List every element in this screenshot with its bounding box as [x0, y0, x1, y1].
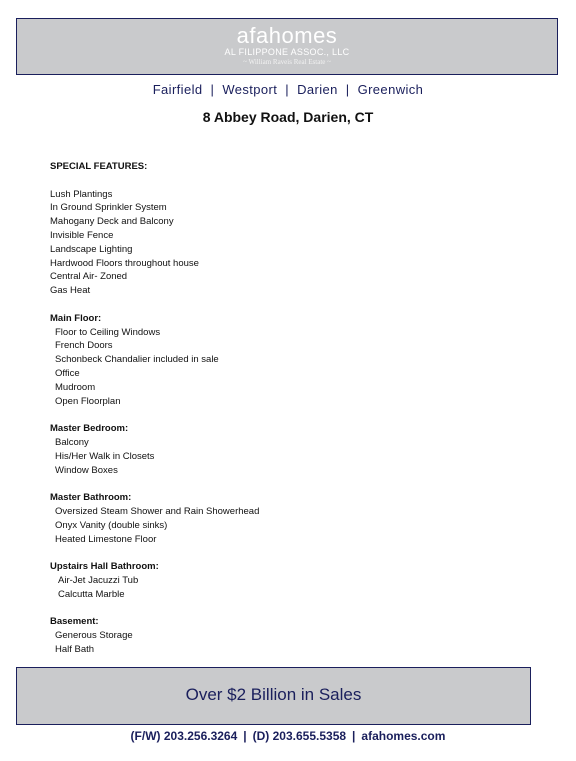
separator: | — [243, 729, 247, 743]
logo-text-homes: homes — [268, 23, 338, 48]
office-locations — [0, 82, 576, 97]
basement-heading: Basement: — [50, 616, 99, 628]
list-item: In Ground Sprinkler System — [50, 202, 167, 214]
list-item: French Doors — [55, 340, 113, 352]
website-link[interactable]: afahomes.com — [361, 729, 446, 743]
location-westport: Westport — [222, 82, 278, 97]
features-list — [50, 160, 530, 657]
list-item: Lush Plantings — [50, 188, 113, 200]
list-item: Mahogany Deck and Balcony — [50, 216, 174, 228]
location-fairfield: Fairfield — [152, 82, 203, 97]
list-item: Hardwood Floors throughout house — [50, 257, 199, 269]
phone-fairfield-westport: (F/W) 203.256.3264 — [130, 729, 238, 743]
upstairs-hall-bathroom-heading: Upstairs Hall Bathroom: — [50, 561, 159, 573]
list-item: Open Floorplan — [55, 395, 121, 407]
phone-darien: (D) 203.655.5358 — [252, 729, 347, 743]
logo-subtitle: AL FILIPPONE ASSOC., LLC — [224, 47, 350, 57]
contact-line — [0, 729, 576, 743]
logo-tagline: ~ William Raveis Real Estate ~ — [243, 58, 331, 66]
list-item: Office — [55, 367, 80, 379]
special-features-heading: SPECIAL FEATURES: — [50, 161, 148, 172]
list-item: Oversized Steam Shower and Rain Showerhead — [55, 505, 260, 517]
logo-text-afa: afa — [236, 23, 269, 48]
master-bedroom-heading: Master Bedroom: — [50, 423, 129, 435]
separator: | — [352, 729, 356, 743]
list-item: Generous Storage — [55, 630, 133, 642]
location-greenwich: Greenwich — [357, 82, 424, 97]
location-darien: Darien — [297, 82, 338, 97]
list-item: Air-Jet Jacuzzi Tub — [58, 574, 139, 586]
header-logo-banner — [16, 18, 558, 75]
company-logo — [17, 24, 557, 48]
list-item: Central Air- Zoned — [50, 271, 128, 283]
list-item: Balcony — [55, 436, 89, 448]
list-item: His/Her Walk in Closets — [55, 450, 155, 462]
separator: | — [285, 82, 290, 97]
separator: | — [210, 82, 215, 97]
list-item: Invisible Fence — [50, 229, 114, 241]
list-item: Onyx Vanity (double sinks) — [55, 519, 168, 531]
list-item: Landscape Lighting — [50, 243, 133, 255]
list-item: Window Boxes — [55, 464, 118, 476]
list-item: Mudroom — [55, 381, 96, 393]
main-floor-heading: Main Floor: — [50, 312, 102, 324]
property-address: 8 Abbey Road, Darien, CT — [202, 109, 374, 125]
list-item: Gas Heat — [50, 285, 91, 297]
list-item: Calcutta Marble — [58, 588, 125, 600]
list-item: Half Bath — [55, 643, 95, 655]
list-item: Schonbeck Chandalier included in sale — [55, 354, 219, 366]
list-item: Floor to Ceiling Windows — [55, 326, 161, 338]
sales-banner — [16, 667, 531, 725]
separator: | — [345, 82, 350, 97]
list-item: Heated Limestone Floor — [55, 533, 157, 545]
master-bathroom-heading: Master Bathroom: — [50, 492, 132, 504]
sales-slogan: Over $2 Billion in Sales — [185, 685, 362, 704]
